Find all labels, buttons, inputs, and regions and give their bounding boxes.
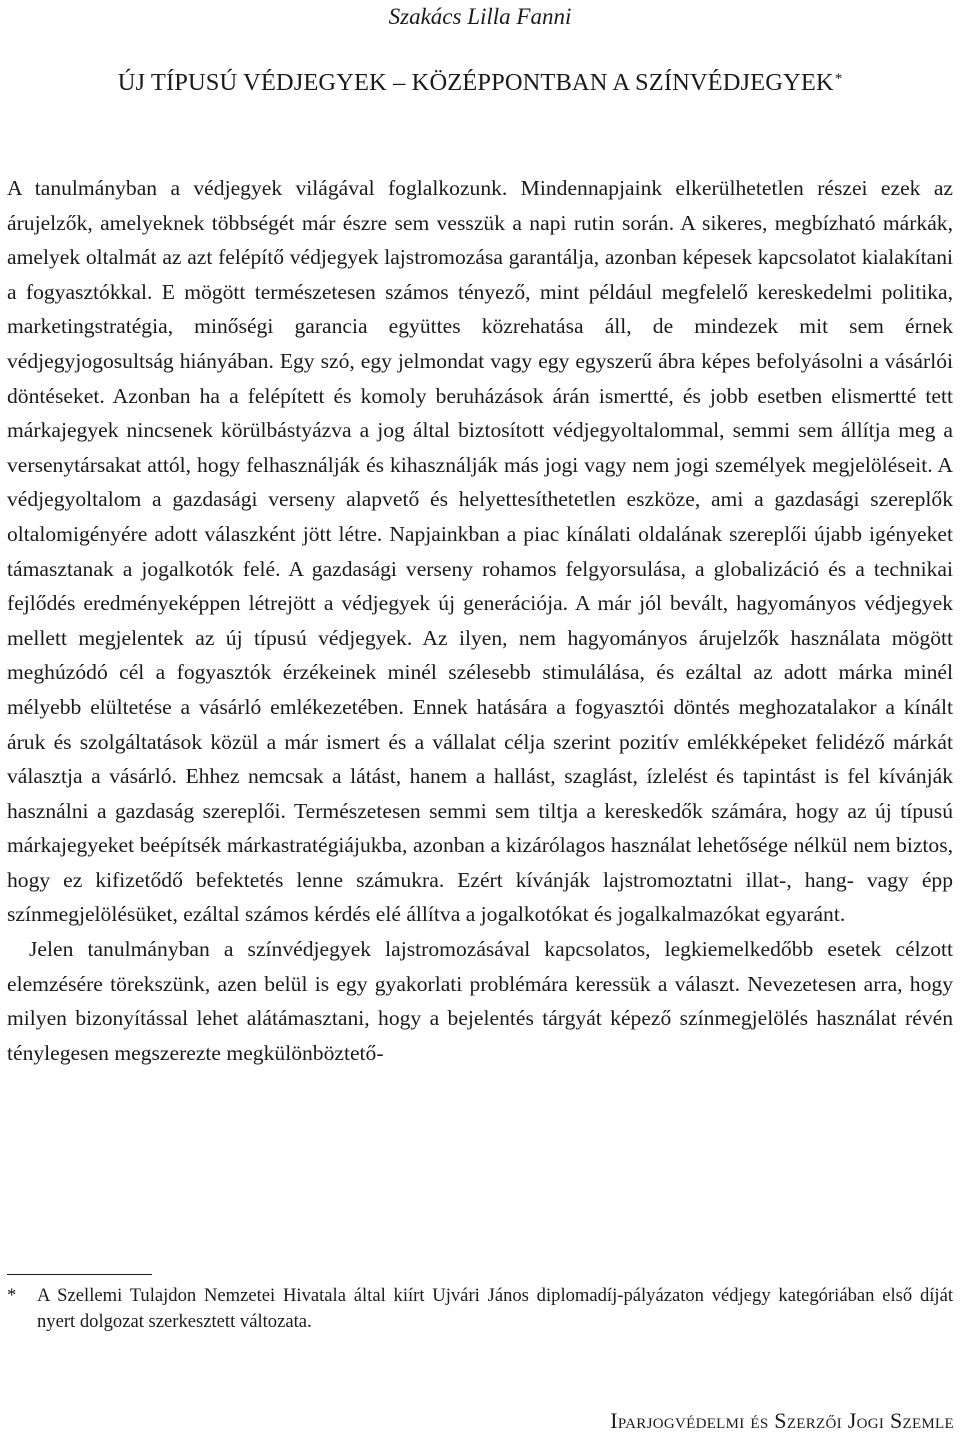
footnote-mark: * xyxy=(7,1285,17,1306)
article-title xyxy=(0,66,960,100)
footnote xyxy=(7,1283,953,1335)
body-paragraph: A tanulmányban a védjegyek világával foglalkozunk. Mindennapjaink elkerülhetetlen részei ezek az árujelzők, amelyeknek többségét már észre sem vesszük a napi rutin során. A sikeres, megbízható márkák, amelyek oltalmát az azt felépítő védjegyek lajstromozása garantálja, azonban képesek kapcsolatot kialakítani a fogyasztókkal. E mögött természetesen számos tényező, mint például megfelelő kereskedelmi politika, marketingstratégia, minőségi garancia együttes közrehatása áll, de mindezek mit sem érnek védjegyjogosultság hiányában. Egy szó, egy jelmondat vagy egy egyszerű ábra képes befolyásolni a vásárlói döntéseket. Azonban ha a felépített és komoly beruházások árán ismertté, és jobb esetben elismertté tett márkajegyek nincsenek körülbástyázva a jog által biztosított védjegyoltalommal, semmi sem állítja meg a versenytársakat attól, hogy felhasználják és kihasználják más jogi vagy nem jogi személyek megjelöléseit. A védjegyoltalom a gazdasági verseny alapvető és helyettesíthetetlen eszköze, ami a gazdasági szereplők oltalomigényére adott válaszként jött létre. Napjainkban a piac kínálati oldalának szereplői újabb igényeket támasztanak a jogalkotók felé. A gazdasági verseny rohamos felgyorsulása, a globalizáció és a technikai fejlődés eredményeképpen létrejött a védjegyek új generációja. A már jól bevált, hagyományos védjegyek mellett megjelentek az új típusú védjegyek. Az ilyen, nem hagyományos árujelzők használata mögött meghúzódó cél a fogyasztók érzékeinek minél szélesebb stimulálása, és ezáltal az adott márka minél mélyebb elültetése a vásárló emlékezetében. Ennek hatására a fogyasztói döntés meghozatalakor a kínált áruk és szolgáltatások közül a már ismert és a vállalat célja szerint pozitív emlékképeket felidéző márkát választja a vásárló. Ehhez nemcsak a látást, hanem a hallást, szaglást, ízlelést és tapintást is fel kívánják használni a gazdaság szereplői. Természetesen semmi sem tiltja a kereskedők számára, hogy az új típusú márkajegyeket beépítsék márkastratégiájukba, azonban a kizárólagos használat lehetősége nélkül nem biztos, hogy ez kifizetődő befektetés lenne számukra. Ezért kívánják lajstromoztatni illat-, hang- vagy épp színmegjelölésüket, ezáltal számos kérdés elé állítva a jogalkotókat és jogalkalmazókat egyaránt. xyxy=(7,176,953,927)
article-title-text: ÚJ TÍPUSÚ VÉDJEGYEK – KÖZÉPPONTBAN A SZÍNVÉDJEGYEK xyxy=(117,69,834,96)
footnote-text: A Szellemi Tulajdon Nemzetei Hivatala által kiírt Ujvári János diplomadíj-pályázaton védjegy kategóriában első díját nyert dolgozat szerkesztett változata. xyxy=(37,1285,953,1332)
title-footnote-mark: * xyxy=(834,71,843,87)
author-name: Szakács Lilla Fanni xyxy=(388,4,572,29)
journal-running-footer: Iparjogvédelmi és Szerzői Jogi Szemle xyxy=(610,1408,954,1433)
article-body xyxy=(7,171,953,1070)
body-paragraph: Jelen tanulmányban a színvédjegyek lajstromozásával kapcsolatos, legkiemelkedőbb esetek célzott elemzésére törekszünk, azen belül is egy gyakorlati problémára keressük a választ. Nevezetesen arra, hogy milyen bizonyítással lehet alátámasztani, hogy a bejelentés tárgyát képező színmegjelölés használat révén ténylegesen megszerezte megkülönböztető- xyxy=(7,937,953,1065)
footnote-divider xyxy=(7,1274,152,1275)
